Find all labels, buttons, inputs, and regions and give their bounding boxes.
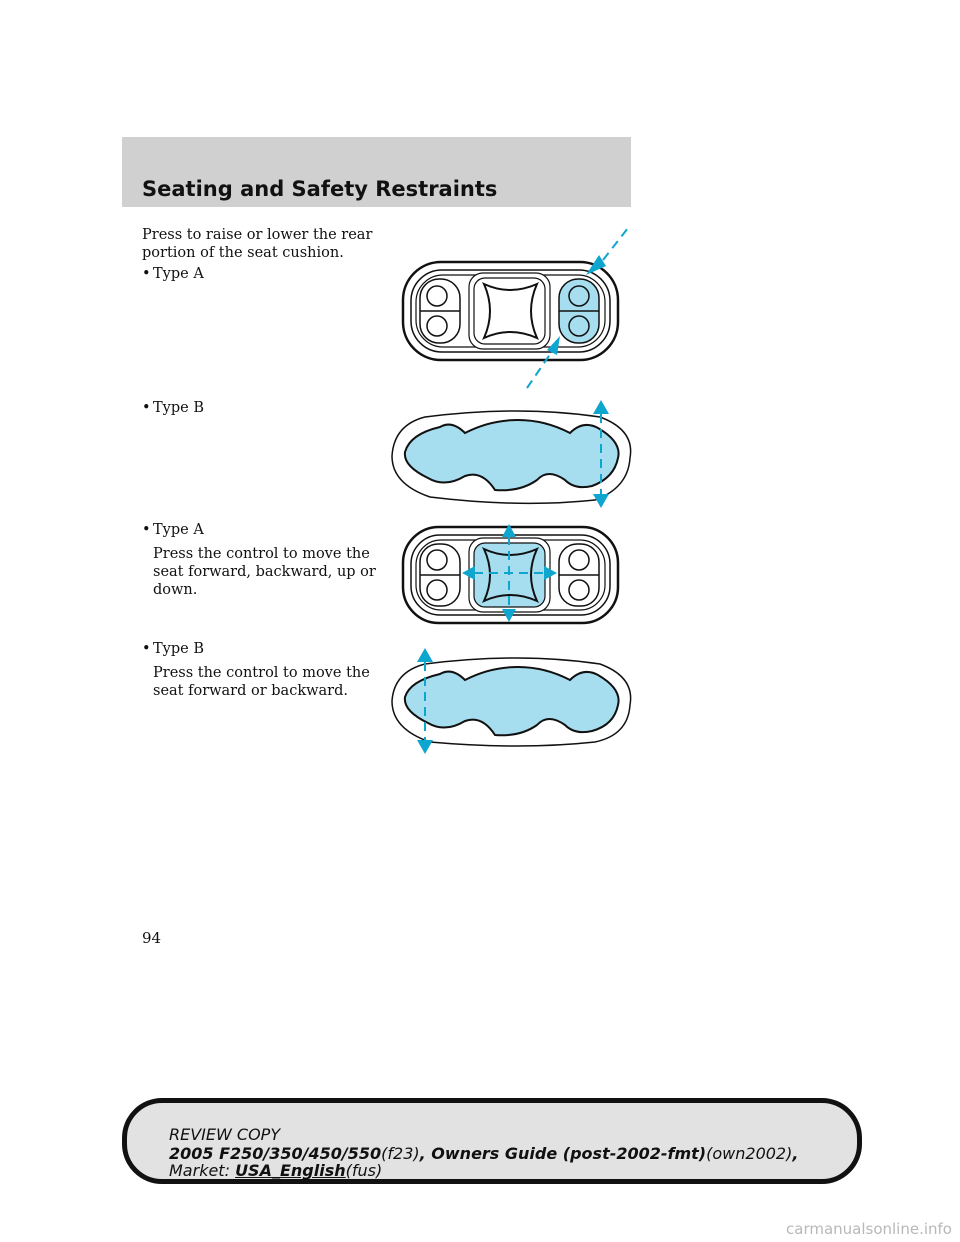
type-a-description: Press the control to move the seat forward, backward, up or down.: [153, 546, 376, 598]
page-number: 94: [142, 929, 162, 947]
footer-model: 2005 F250/350/450/550: [169, 1144, 382, 1163]
watermark: carmanualsonline.info: [786, 1220, 952, 1238]
type-a-rear-tilt-figure: [395, 222, 640, 394]
bullet-label: Type B: [153, 641, 204, 657]
bullet-label: Type B: [153, 400, 204, 416]
bullet-type-a-1: [142, 265, 204, 283]
section-header-bar: [122, 137, 631, 207]
intro-text: Press to raise or lower the rear portion of the seat cushion.: [142, 227, 373, 261]
bullet-dot: •: [142, 641, 151, 657]
bullet-dot: •: [142, 266, 151, 282]
type-b-rear-tilt-figure: [385, 393, 640, 513]
review-copy-footer: [122, 1098, 862, 1184]
type-a-four-way-figure: [395, 520, 640, 626]
footer-guide: , Owners Guide (post-2002-fmt): [419, 1144, 707, 1163]
bullet-dot: •: [142, 400, 151, 416]
bullet-label: Type A: [153, 522, 204, 538]
footer-market-code: (fus): [345, 1161, 383, 1180]
footer-market: USA_English: [235, 1161, 346, 1180]
section-title: Seating and Safety Restraints: [142, 177, 498, 201]
footer-market-label: Market:: [169, 1161, 230, 1180]
bullet-type-b-1: [142, 399, 204, 417]
footer-market-line: [169, 1161, 382, 1180]
type-b-fore-aft-figure: [385, 643, 640, 758]
footer-model-code: (f23): [381, 1144, 420, 1163]
bullet-dot: •: [142, 522, 151, 538]
footer-review-copy: REVIEW COPY: [169, 1125, 281, 1144]
footer-guide-code: (own2002): [706, 1144, 793, 1163]
bullet-type-a-2: [142, 521, 204, 539]
bullet-label: Type A: [153, 266, 204, 282]
type-b-description: Press the control to move the seat forward or backward.: [153, 665, 370, 699]
footer-comma: ,: [792, 1144, 799, 1163]
bullet-type-b-2: [142, 640, 204, 658]
